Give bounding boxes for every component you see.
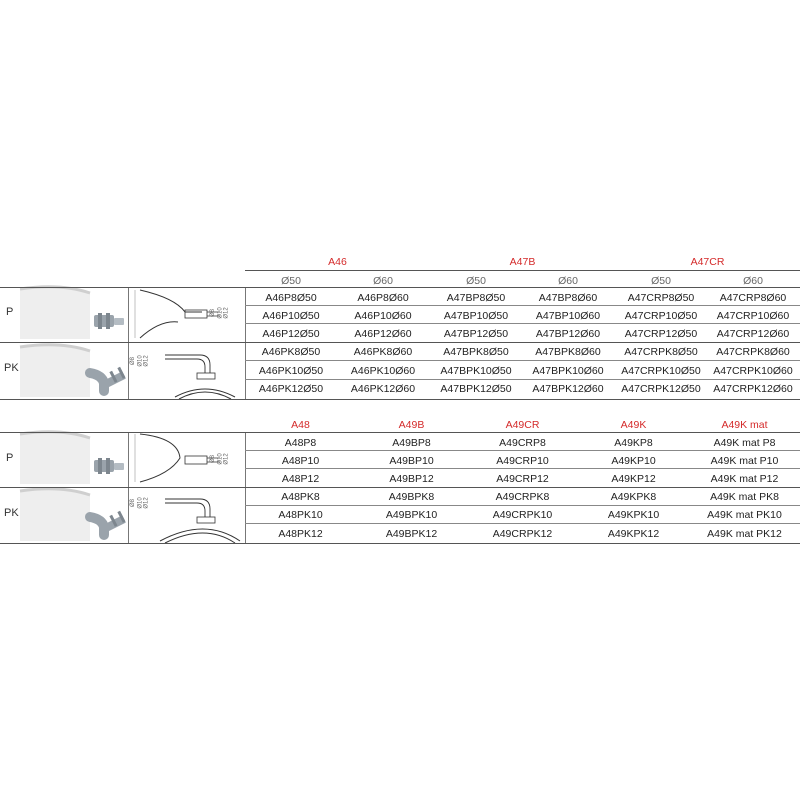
table-cell: A46P12Ø50 bbox=[262, 328, 320, 340]
row-divider bbox=[245, 505, 800, 506]
table-cell: A46PK8Ø50 bbox=[261, 346, 321, 358]
dim-label-12: Ø12 bbox=[143, 355, 150, 367]
table-cell: A49KPK12 bbox=[607, 528, 660, 540]
table-cell: A49KPK8 bbox=[610, 491, 657, 503]
table-cell: A48PK8 bbox=[281, 491, 320, 503]
table-cell: A47CRP12Ø50 bbox=[624, 328, 698, 340]
group-header: A49B bbox=[398, 419, 425, 431]
group-header: A47B bbox=[509, 256, 536, 268]
group-header: A47CR bbox=[690, 256, 725, 268]
section-label-p: P bbox=[6, 306, 14, 318]
group-header: A48 bbox=[291, 419, 310, 431]
dim-label-8: Ø8 bbox=[130, 498, 137, 508]
table-cell: A49CRP10 bbox=[496, 455, 549, 467]
table-cell: A49KP10 bbox=[611, 455, 656, 467]
table-cell: A46PK10Ø60 bbox=[350, 365, 416, 377]
diameter-header: Ø60 bbox=[743, 275, 763, 287]
table-cell: A49K mat P10 bbox=[710, 455, 779, 467]
table-cell: A47BPK8Ø60 bbox=[535, 346, 601, 358]
table-cell: A47CRP8Ø60 bbox=[719, 292, 787, 304]
header-divider bbox=[245, 270, 800, 271]
table-cell: A47BP12Ø50 bbox=[443, 328, 509, 340]
table-cell: A49KP8 bbox=[614, 437, 653, 449]
section-divider bbox=[0, 342, 800, 343]
table-cell: A47CRPK8Ø50 bbox=[624, 346, 698, 358]
dim-label-10: Ø10 bbox=[137, 355, 144, 367]
table-cell: A47CRP10Ø60 bbox=[716, 310, 790, 322]
table-cell: A46P10Ø50 bbox=[262, 310, 320, 322]
diameter-header: Ø50 bbox=[281, 275, 301, 287]
group-header: A46 bbox=[328, 256, 347, 268]
section-label-pk: PK bbox=[4, 362, 19, 374]
table-cell: A47BP10Ø60 bbox=[535, 310, 601, 322]
group-header: A49K mat bbox=[721, 419, 768, 431]
row-divider bbox=[245, 379, 800, 380]
table-cell: A47CRPK10Ø50 bbox=[621, 365, 701, 377]
row-divider bbox=[245, 468, 800, 469]
table-cell: A46P12Ø60 bbox=[354, 328, 412, 340]
table-cell: A46PK12Ø50 bbox=[258, 383, 324, 395]
table-cell: A46P8Ø50 bbox=[265, 292, 317, 304]
table-cell: A49CRPK10 bbox=[492, 509, 553, 521]
separator-line bbox=[128, 287, 129, 399]
table-cell: A47BP8Ø60 bbox=[538, 292, 598, 304]
row-divider bbox=[245, 323, 800, 324]
row-divider bbox=[245, 360, 800, 361]
table-cell: A46PK10Ø50 bbox=[258, 365, 324, 377]
table-cell: A47CRPK10Ø60 bbox=[713, 365, 793, 377]
drawing-dims-p-2 bbox=[210, 442, 245, 482]
table-cell: A49K mat PK12 bbox=[707, 528, 782, 540]
table-cell: A49KP12 bbox=[611, 473, 656, 485]
drawing-dims-p-1 bbox=[210, 296, 245, 336]
table-cell: A48P10 bbox=[281, 455, 320, 467]
separator-line bbox=[128, 432, 129, 544]
dim-label-12: Ø12 bbox=[143, 497, 150, 509]
table-cell: A49CRP8 bbox=[499, 437, 546, 449]
dim-label-12: Ø12 bbox=[223, 453, 230, 465]
diameter-header: Ø60 bbox=[373, 275, 393, 287]
dim-label-8: Ø8 bbox=[210, 454, 217, 464]
diameter-header: Ø60 bbox=[558, 275, 578, 287]
table-cell: A47CRP12Ø60 bbox=[716, 328, 790, 340]
row-divider bbox=[245, 305, 800, 306]
table-cell: A49K mat P12 bbox=[710, 473, 779, 485]
row-divider bbox=[245, 450, 800, 451]
table-cell: A49K mat PK8 bbox=[710, 491, 779, 503]
section-divider bbox=[0, 487, 800, 488]
table-cell: A49BPK10 bbox=[385, 509, 438, 521]
product-photo-p-1 bbox=[20, 287, 120, 341]
table-cell: A46PK8Ø60 bbox=[353, 346, 413, 358]
table-cell: A49BPK8 bbox=[388, 491, 435, 503]
diameter-header: Ø50 bbox=[466, 275, 486, 287]
product-photo-p-2 bbox=[20, 432, 120, 486]
table-cell: A47BPK12Ø60 bbox=[532, 383, 604, 395]
table-cell: A47CRP10Ø50 bbox=[624, 310, 698, 322]
table-cell: A49CRPK8 bbox=[495, 491, 550, 503]
row-divider bbox=[0, 432, 800, 433]
table-cell: A48P12 bbox=[281, 473, 320, 485]
table-cell: A47BP8Ø50 bbox=[446, 292, 506, 304]
table-cell: A47CRPK8Ø60 bbox=[716, 346, 790, 358]
group-header: A49K bbox=[620, 419, 647, 431]
group-header: A49CR bbox=[505, 419, 540, 431]
table-cell: A47BP10Ø50 bbox=[443, 310, 509, 322]
table-cell: A49CRP12 bbox=[496, 473, 549, 485]
table-cell: A48PK12 bbox=[278, 528, 323, 540]
table-cell: A46PK12Ø60 bbox=[350, 383, 416, 395]
table-cell: A47BPK10Ø50 bbox=[440, 365, 512, 377]
table-cell: A49KPK10 bbox=[607, 509, 660, 521]
table-cell: A47BP12Ø60 bbox=[535, 328, 601, 340]
dim-label-8: Ø8 bbox=[130, 356, 137, 366]
table-cell: A47BPK12Ø50 bbox=[440, 383, 512, 395]
row-divider bbox=[245, 523, 800, 524]
table-cell: A49K mat PK10 bbox=[707, 509, 782, 521]
table-cell: A47CRPK12Ø50 bbox=[621, 383, 701, 395]
table-cell: A49K mat P8 bbox=[713, 437, 776, 449]
dim-label-8: Ø8 bbox=[210, 308, 217, 318]
table-bottom-line bbox=[0, 543, 800, 544]
table-cell: A49CRPK12 bbox=[492, 528, 553, 540]
table-cell: A48P8 bbox=[284, 437, 317, 449]
table-cell: A49BP12 bbox=[389, 473, 434, 485]
table-cell: A47BPK8Ø50 bbox=[443, 346, 509, 358]
table-cell: A46P10Ø60 bbox=[354, 310, 412, 322]
table-cell: A47CRP8Ø50 bbox=[627, 292, 695, 304]
table-cell: A47BPK10Ø60 bbox=[532, 365, 604, 377]
table-cell: A47CRPK12Ø60 bbox=[713, 383, 793, 395]
product-photo-pk-2 bbox=[20, 489, 130, 543]
dim-label-10: Ø10 bbox=[217, 453, 224, 465]
drawing-dims-pk-2 bbox=[130, 494, 165, 534]
table-cell: A46P8Ø60 bbox=[357, 292, 409, 304]
table-bottom-line bbox=[0, 399, 800, 400]
section-label-pk: PK bbox=[4, 507, 19, 519]
table-cell: A49BP10 bbox=[389, 455, 434, 467]
drawing-dims-pk-1 bbox=[130, 352, 165, 392]
table-cell: A49BPK12 bbox=[385, 528, 438, 540]
dim-label-10: Ø10 bbox=[217, 307, 224, 319]
section-label-p: P bbox=[6, 452, 14, 464]
dim-label-12: Ø12 bbox=[223, 307, 230, 319]
diameter-header: Ø50 bbox=[651, 275, 671, 287]
table-cell: A49BP8 bbox=[392, 437, 431, 449]
dim-label-10: Ø10 bbox=[137, 497, 144, 509]
table-cell: A48PK10 bbox=[278, 509, 323, 521]
product-photo-pk-1 bbox=[20, 345, 130, 399]
